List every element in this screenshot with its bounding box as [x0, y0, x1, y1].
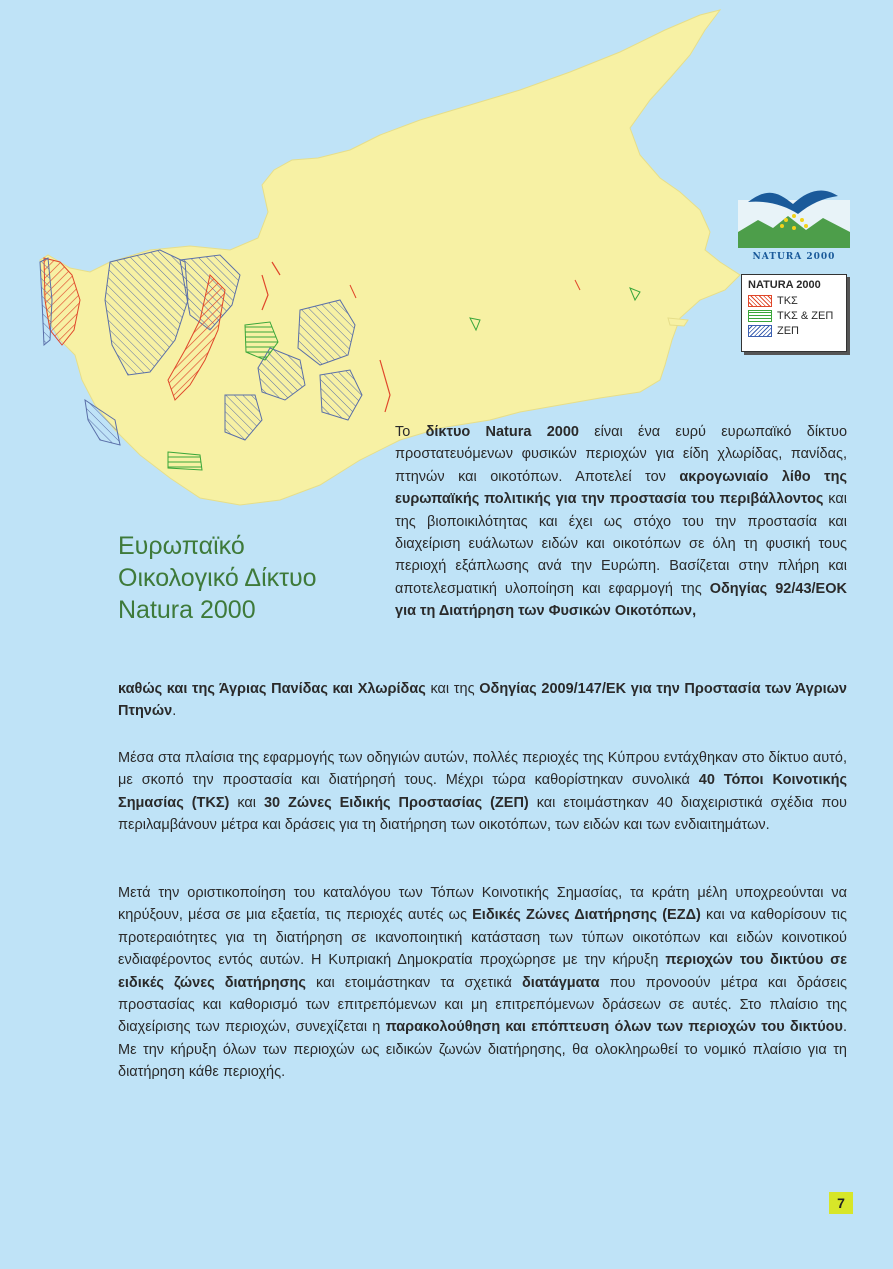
text-run: που προνοούν μέτρα και δράσεις προστασίας και καθορισμό των επιτρεπόμενων και μη επιτρεπόμενων δράσεων σε αυτές. Στο πλαίσιο της διαχείρισης των περιοχών, συνεχίζεται η: [118, 974, 847, 1036]
bold-run: παρακολούθηση και επόπτευση όλων των περιοχών του δικτύου: [385, 1019, 843, 1036]
section-heading: [118, 530, 388, 626]
legend-item-tks: [748, 293, 840, 308]
logo-text: NATURA 2000: [752, 252, 836, 262]
text-run: και να καθορίσουν τις προτεραιότητες για τη διατήρηση σε ικανοποιητική κατάσταση των τύπων οικοτόπων και ειδών κοινοτικού ενδιαφέροντος εντός αυτών. Η Κυπριακή Δημοκρατία προχώρησε με την κήρυξη: [118, 907, 848, 969]
map-legend: [741, 274, 847, 352]
legend-label: ΤΚΣ: [777, 294, 798, 307]
bold-run: Οδηγίας 92/43/ΕΟΚ για τη Διατήρηση των Φυσικών Οικοτόπων,: [395, 580, 847, 620]
text-run: Μέσα στα πλαίσια της εφαρμογής των οδηγιών αυτών, πολλές περιοχές της Κύπρου εντάχθηκαν στο δίκτυο αυτό, με σκοπό την προστασία και διατήρησή τους. Μέχρι τώρα καθορίστηκαν συνολικά: [118, 750, 847, 789]
paragraph-intro: [395, 421, 847, 623]
text-run: και της βιοποικιλότητας και έχει ως στόχο του την προστασία και διαχείριση ευάλωτων ειδών και οικοτόπων σε όλη τη φυσική τους περιοχή εξάπλωσης ανά την Ευρώπη. Βασίζεται στην πλήρη και αποτελεσματική υλοποίηση και εφαρμογή της: [395, 491, 847, 597]
legend-item-zep: [748, 323, 840, 338]
text-run: και ετοιμάστηκαν 40 διαχειριστικά σχέδια που περιλαμβάνουν μέτρα και δράσεις για τη διατήρηση των οικοτόπων, των ειδών και των ενδιαιτημάτων.: [118, 794, 847, 834]
bold-run: δίκτυο Natura 2000: [425, 424, 579, 440]
bold-run: Ειδικές Ζώνες Διατήρησης (ΕΖΔ): [472, 907, 701, 924]
page-number: 7: [829, 1192, 853, 1214]
paragraph-designation: [118, 882, 847, 1084]
legend-label: ΖΕΠ: [777, 324, 799, 337]
text-run: .: [172, 703, 177, 720]
bold-run: 30 Ζώνες Ειδικής Προστασίας (ΖΕΠ): [263, 794, 529, 811]
bold-run: καθώς και της Άγριας Πανίδας και Χλωρίδας: [118, 681, 426, 697]
bird-logo-icon: [738, 182, 850, 248]
heading-line: Natura 2000: [118, 596, 256, 624]
text-run: είναι ένα ευρύ ευρωπαϊκό δίκτυο προστατευόμενων φυσικών περιοχών για είδη χλωρίδας, πανίδας, πτηνών και οικοτόπων. Αποτελεί τον: [395, 424, 848, 485]
blue-hatch-swatch-icon: [748, 325, 772, 337]
legend-item-tks-zep: [748, 308, 840, 323]
text-run: Το: [395, 424, 426, 440]
bold-run: ακρογωνιαίο λίθο της ευρωπαϊκής πολιτικής για την προστασία του περιβάλλοντος: [395, 468, 847, 508]
paragraph-intro-continued: [118, 678, 847, 723]
paragraph-sites: [118, 747, 847, 837]
text-run: και ετοιμάστηκαν τα σχετικά: [305, 974, 522, 991]
green-hatch-swatch-icon: [748, 310, 772, 322]
text-run: και: [229, 794, 264, 811]
text-run: και της: [425, 681, 480, 697]
legend-label: ΤΚΣ & ΖΕΠ: [777, 309, 834, 322]
text-run: Μετά την οριστικοποίηση του καταλόγου των Τόπων Κοινοτικής Σημασίας, τα κράτη μέλη υποχρεούνται να κηρύξουν, μέσα σε μια εξαετία, τις περιοχές αυτές ως: [118, 885, 847, 924]
bold-run: διατάγματα: [522, 974, 600, 991]
legend-title: NATURA 2000: [748, 279, 821, 291]
bold-run: Οδηγίας 2009/147/ΕΚ για την Προστασία των Άγριων Πτηνών: [118, 681, 847, 720]
natura-2000-logo: [738, 182, 850, 262]
bold-run: περιοχών του δικτύου σε ειδικές ζώνες διατήρησης: [118, 952, 847, 991]
red-hatch-swatch-icon: [748, 295, 772, 307]
bold-run: 40 Τόποι Κοινοτικής Σημασίας (ΤΚΣ): [118, 772, 847, 811]
text-run: . Με την κήρυξη όλων των περιοχών ως ειδικών ζωνών διατήρησης, θα ολοκληρωθεί το νομικό πλαίσιο για τη διατήρηση κάθε περιοχής.: [118, 1019, 847, 1081]
heading-line: Οικολογικό Δίκτυο: [118, 564, 317, 592]
heading-line: Ευρωπαϊκό: [118, 532, 245, 560]
